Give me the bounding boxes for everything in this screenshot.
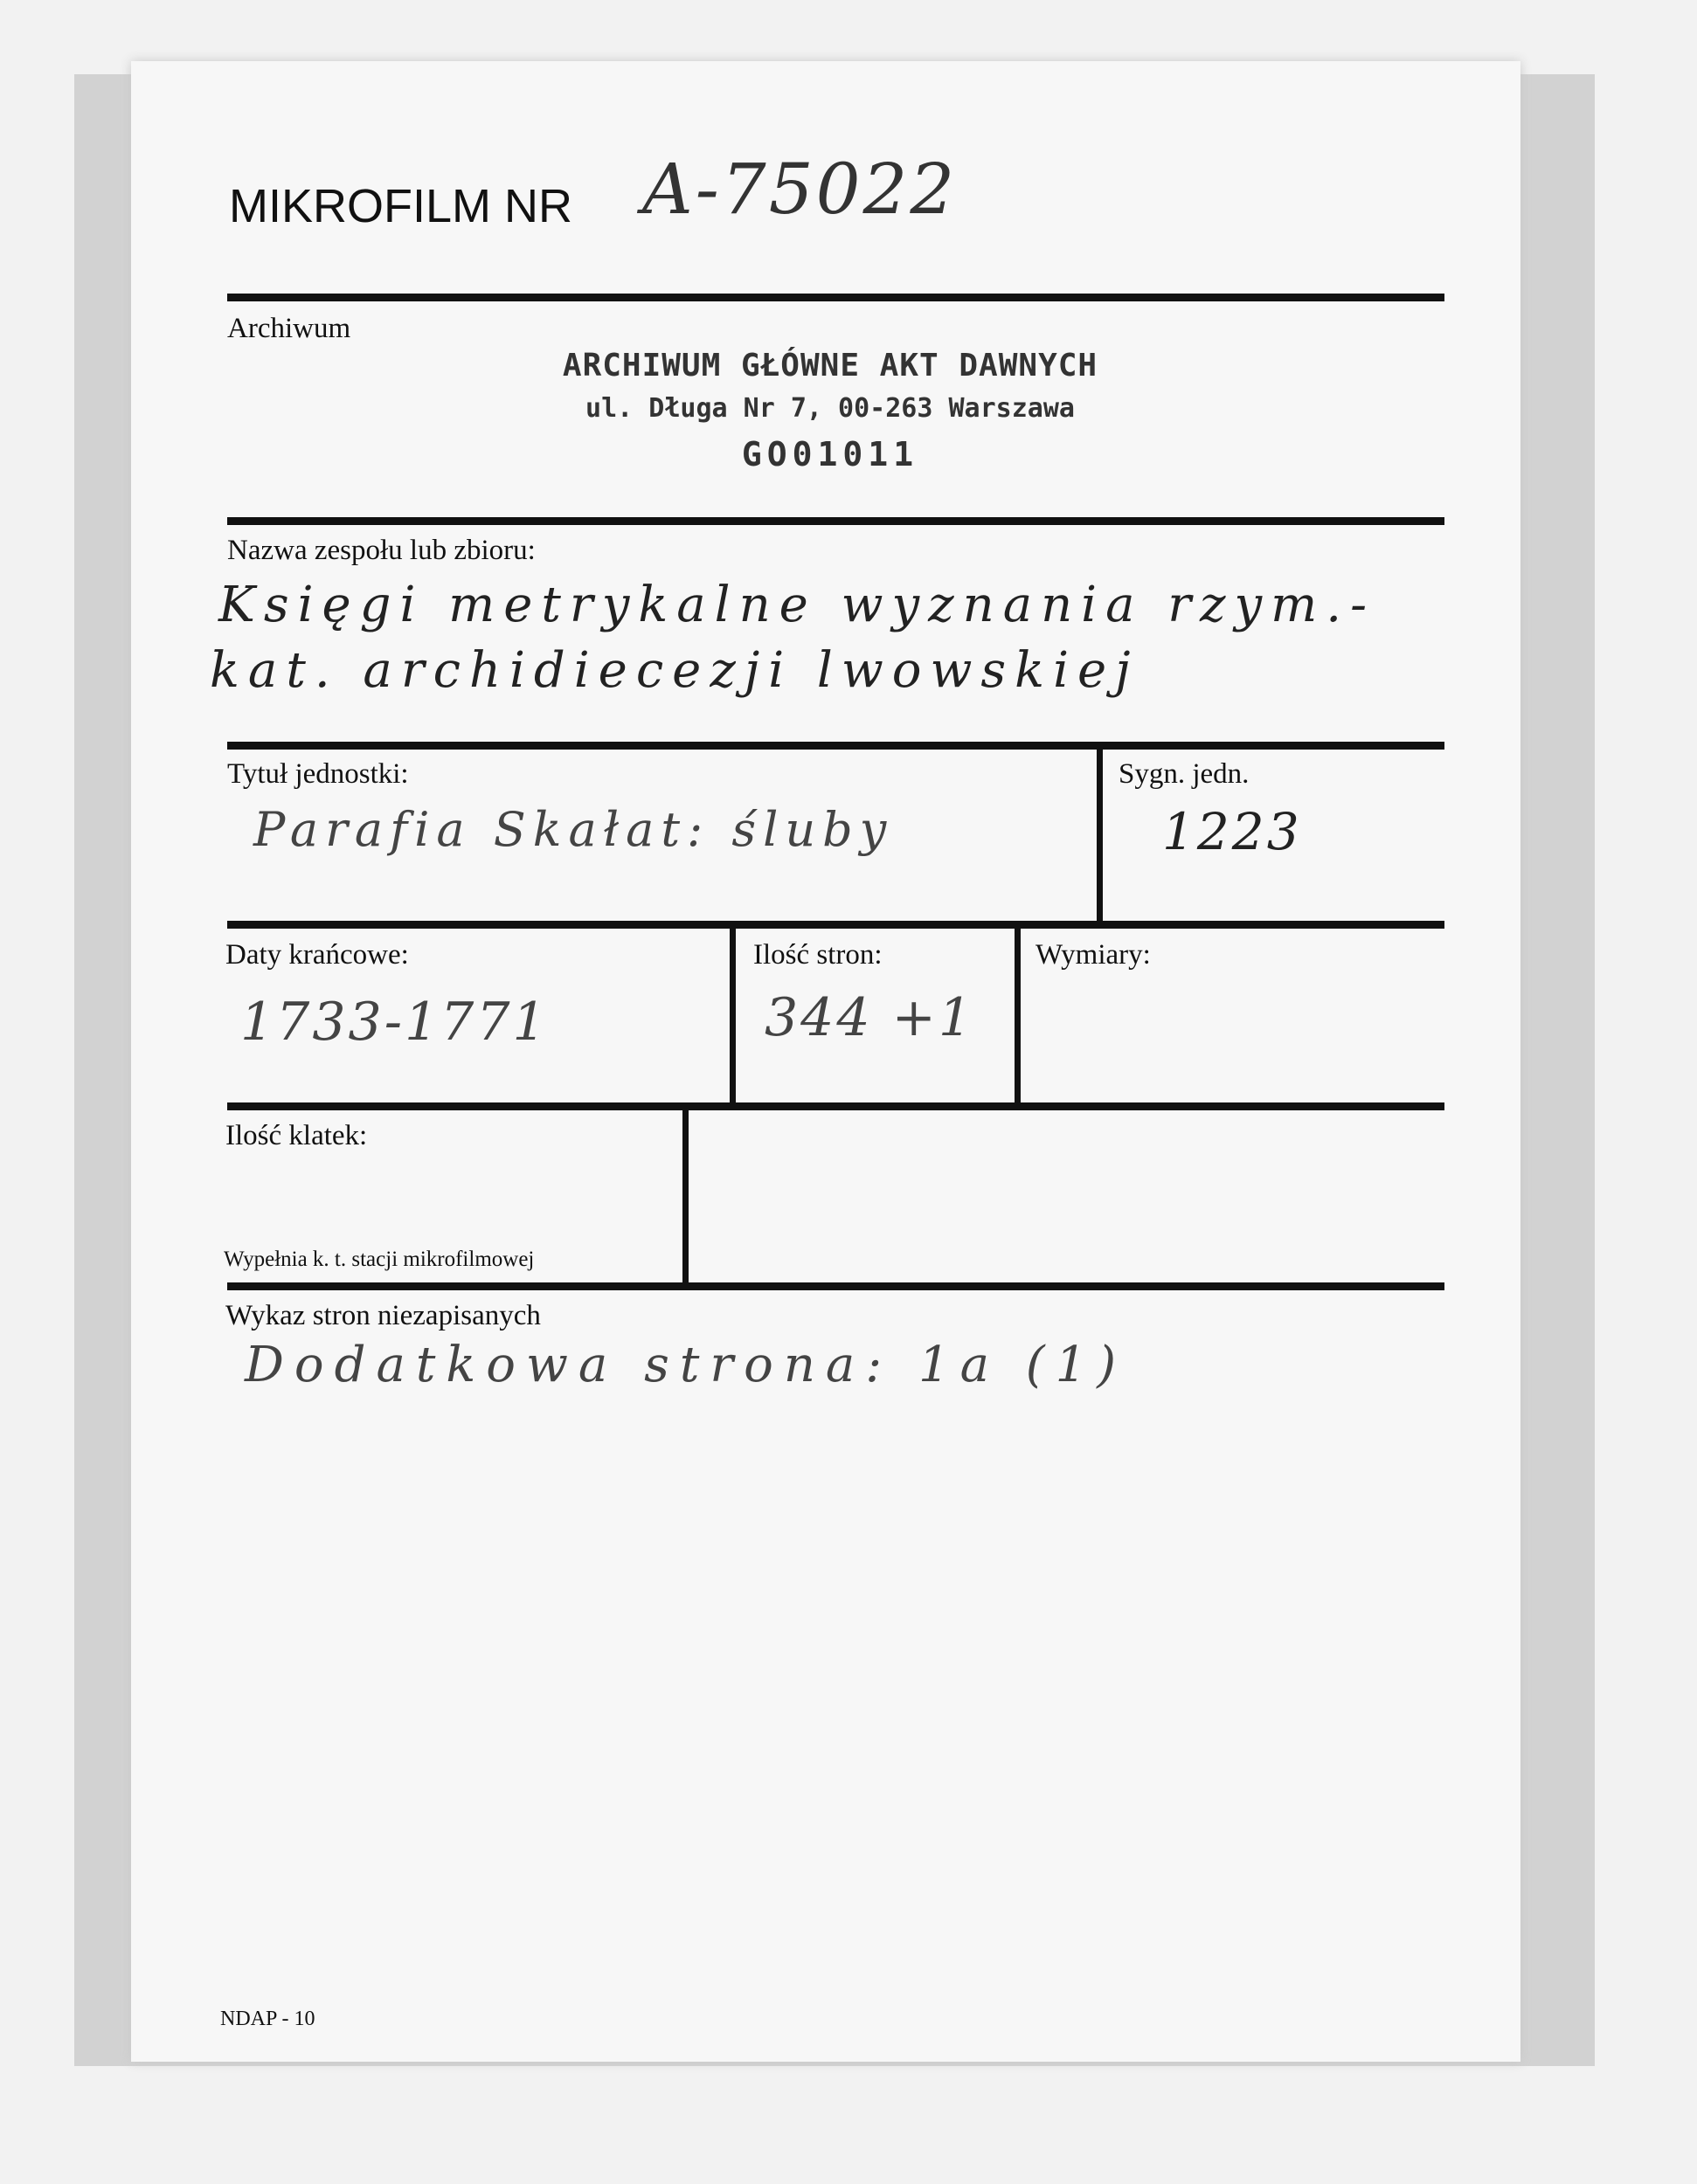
unit-title-value: Parafia Skałat: śluby (253, 802, 894, 857)
divider (227, 921, 1444, 929)
signature-label: Sygn. jedn. (1119, 758, 1250, 790)
pages-label: Ilość stron: (753, 939, 883, 971)
frames-label: Ilość klatek: (225, 1120, 368, 1151)
microfilm-number: A-75022 (642, 149, 958, 230)
divider-vertical (1015, 921, 1021, 1108)
divider (227, 294, 1444, 301)
divider-vertical (682, 1102, 689, 1286)
blank-pages-value: Dodatkowa strona: 1a (1) (245, 1337, 1127, 1393)
divider (227, 1282, 1444, 1290)
unit-title-label: Tytuł jednostki: (227, 758, 409, 790)
collection-value-line2: kat. archidiecezji lwowskiej (210, 642, 1139, 699)
frames-note: Wypełnia k. t. stacji mikrofilmowej (224, 1248, 535, 1271)
signature-value: 1223 (1162, 802, 1302, 861)
collection-label: Nazwa zespołu lub zbioru: (227, 535, 536, 566)
dimensions-label: Wymiary: (1036, 939, 1151, 971)
divider-vertical (730, 921, 736, 1108)
archive-stamp-address: ul. Długa Nr 7, 00-263 Warszawa (585, 393, 1075, 424)
blank-pages-label: Wykaz stron niezapisanych (225, 1300, 541, 1331)
divider (227, 1102, 1444, 1110)
pages-value: 344 +1 (765, 987, 975, 1048)
archive-label: Archiwum (227, 313, 351, 344)
archive-stamp-code: GO01011 (741, 435, 919, 473)
collection-value-line1: Księgi metrykalne wyznania rzym.- (218, 577, 1375, 633)
archive-stamp-name: ARCHIWUM GŁÓWNE AKT DAWNYCH (562, 348, 1098, 384)
form-code: NDAP - 10 (220, 2008, 315, 2030)
microfilm-title: MIKROFILM NR (229, 180, 573, 232)
dates-label: Daty krańcowe: (225, 939, 409, 971)
divider (227, 517, 1444, 525)
divider-vertical (1097, 742, 1103, 927)
divider (227, 742, 1444, 750)
dates-value: 1733-1771 (240, 992, 549, 1053)
